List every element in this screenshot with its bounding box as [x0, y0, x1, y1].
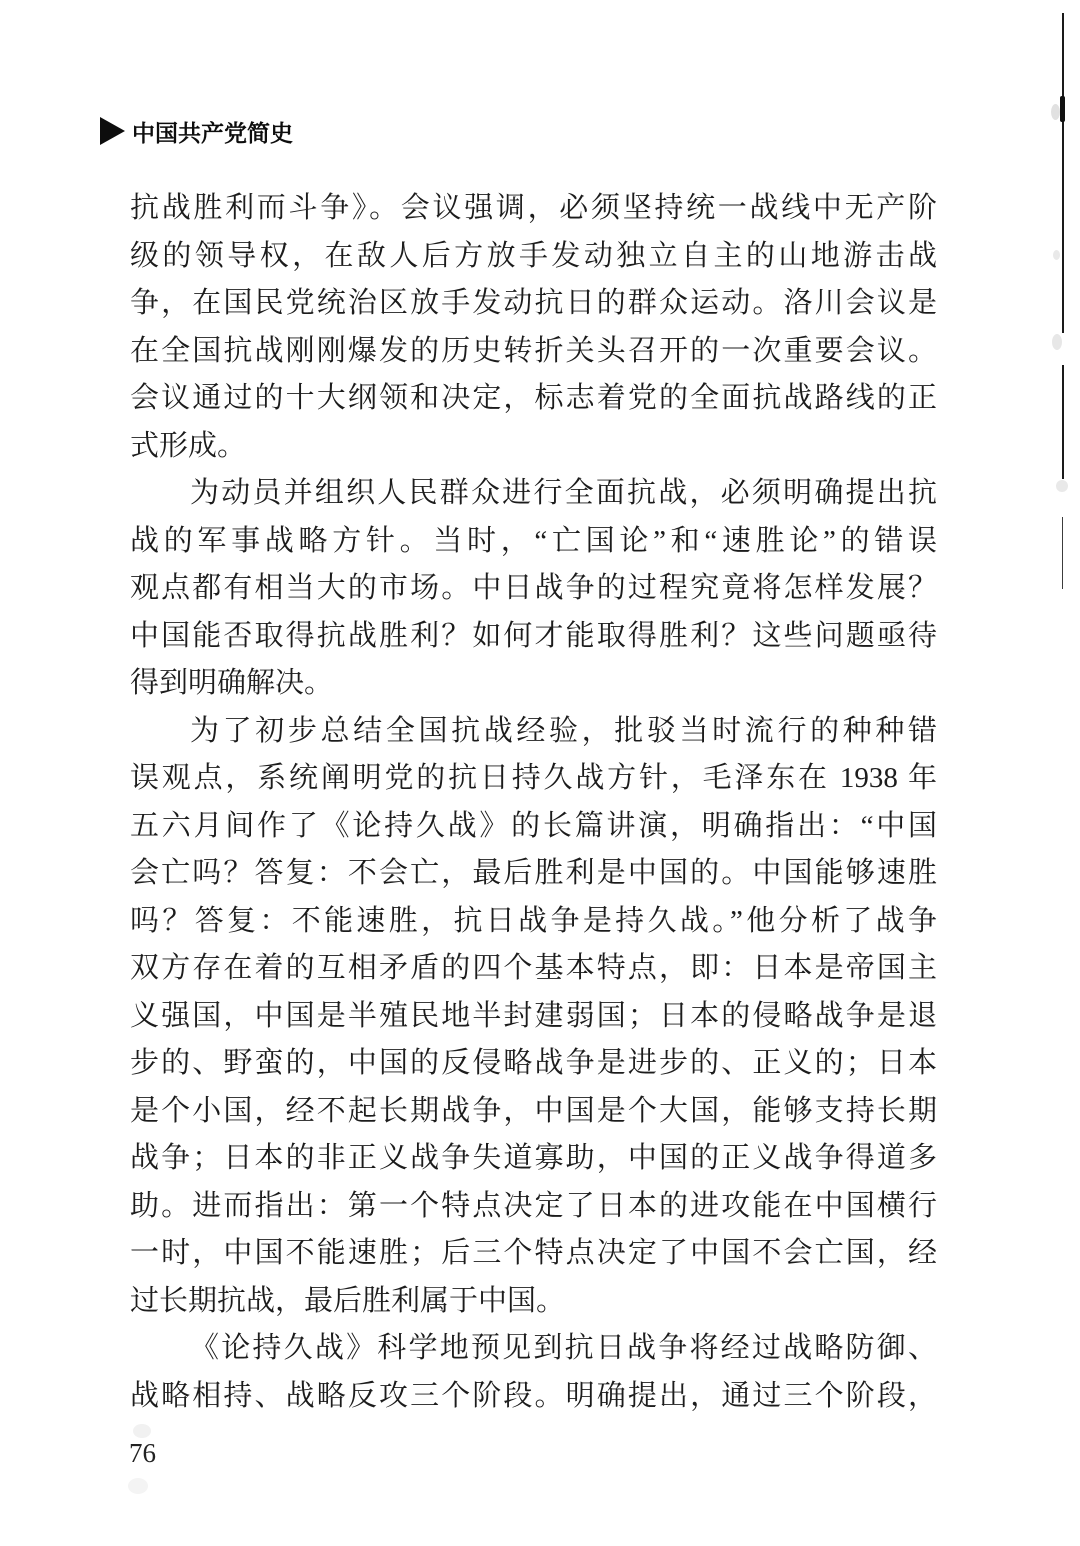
text-line: 《论持久战》科学地预见到抗日战争将经过战略防御、 [190, 1332, 937, 1364]
scan-artifact-smudge [128, 1478, 148, 1494]
text-body [130, 185, 937, 1420]
page-header [100, 116, 293, 146]
text-line: 观点都有相当大的市场。中日战争的过程究竟将怎样发展？ [130, 572, 937, 604]
scan-artifact-line [1062, 13, 1064, 333]
text-line: 是个小国，经不起长期战争，中国是个大国，能够支持长期 [130, 1094, 937, 1127]
scan-artifact-blob [1060, 96, 1065, 122]
text-line: 助。进而指出：第一个特点决定了日本的进攻能在中国横行 [130, 1189, 937, 1222]
scan-artifact-line [1062, 517, 1063, 589]
text-line: 一时，中国不能速胜；后三个特点决定了中国不会亡国，经 [130, 1237, 937, 1269]
text-line: 战略相持、战略反攻三个阶段。明确提出，通过三个阶段， [130, 1379, 937, 1412]
text-line: 战的军事战略方针。当时，“亡国论”和“速胜论”的错误 [130, 524, 937, 557]
text-line: 得到明确解决。 [130, 667, 334, 699]
scan-artifact-smudge [1051, 104, 1060, 120]
text-line: 在全国抗战刚刚爆发的历史转折关头召开的一次重要会议。 [130, 334, 937, 367]
page-number: 76 [129, 1438, 156, 1468]
text-line: 吗？答复：不能速胜，抗日战争是持久战。”他分析了战争 [130, 904, 937, 937]
text-line: 战争；日本的非正义战争失道寡助，中国的正义战争得道多 [130, 1142, 937, 1174]
right-triangle-icon [100, 117, 125, 145]
text-line: 步的、野蛮的，中国的反侵略战争是进步的、正义的；日本 [130, 1047, 937, 1079]
text-line: 中国能否取得抗战胜利？如何才能取得胜利？这些问题亟待 [130, 619, 937, 652]
text-line: 过长期抗战，最后胜利属于中国。 [130, 1284, 566, 1317]
text-line: 会亡吗？答复：不会亡，最后胜利是中国的。中国能够速胜 [130, 857, 937, 889]
text-line: 抗战胜利而斗争》。会议强调，必须坚持统一战线中无产阶 [130, 192, 937, 224]
scan-artifact-smudge [1052, 334, 1062, 350]
text-line: 为动员并组织人民群众进行全面抗战，必须明确提出抗 [190, 477, 937, 509]
text-line: 会议通过的十大纲领和决定，标志着党的全面抗战路线的正 [130, 382, 937, 414]
text-line: 争，在国民党统治区放手发动抗日的群众运动。洛川会议是 [130, 287, 937, 319]
scan-artifact-line [1062, 365, 1064, 479]
text-line: 五六月间作了《论持久战》的长篇讲演，明确指出：“中国 [130, 809, 937, 842]
text-line: 误观点，系统阐明党的抗日持久战方针，毛泽东在 1938 年 [130, 762, 937, 794]
text-line: 双方存在着的互相矛盾的四个基本特点，即：日本是帝国主 [130, 952, 937, 984]
text-line: 义强国，中国是半殖民地半封建弱国；日本的侵略战争是退 [130, 999, 937, 1032]
scan-artifact-smudge [1056, 480, 1068, 492]
book-title: 中国共产党简史 [132, 119, 293, 146]
scan-artifact-smudge [1053, 250, 1060, 260]
text-line: 为了初步总结全国抗战经验，批驳当时流行的种种错 [190, 714, 937, 747]
text-line: 级的领导权，在敌人后方放手发动独立自主的山地游击战 [130, 239, 937, 272]
scan-artifact-smudge [133, 1424, 151, 1438]
text-line: 式形成。 [130, 429, 247, 462]
